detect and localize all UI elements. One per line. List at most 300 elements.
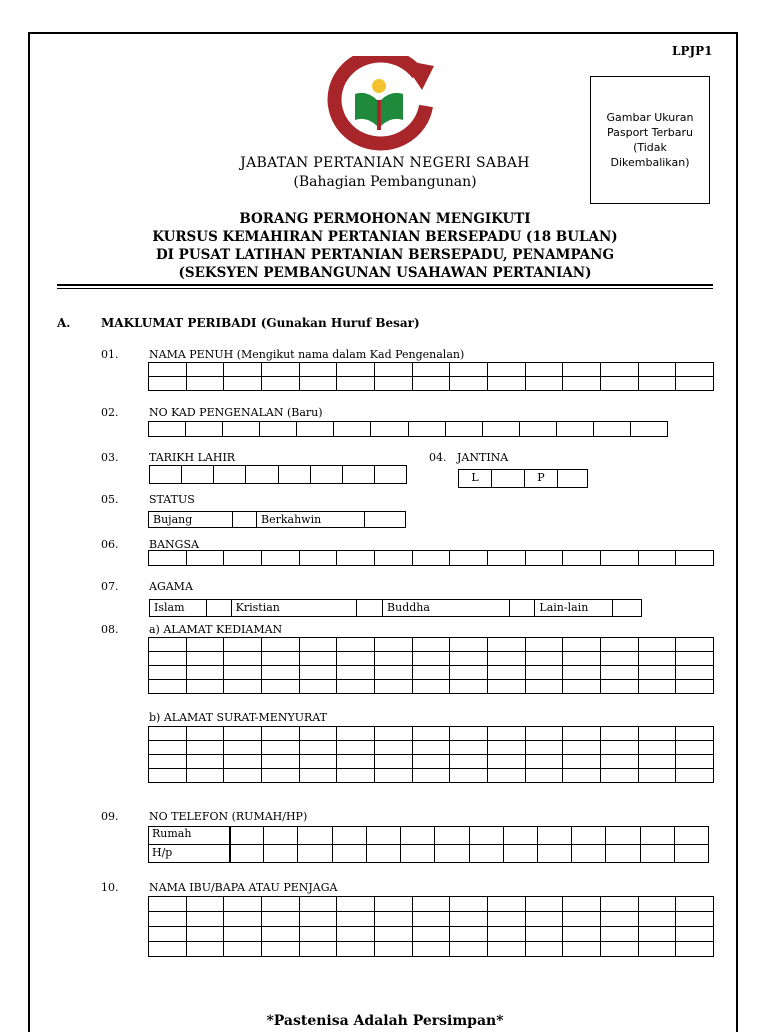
grid-cell[interactable] [264,827,298,845]
grid-cell[interactable] [450,897,488,912]
field-09-label: NO TELEFON (RUMAH/HP) [149,810,308,823]
grid-cell[interactable] [563,363,601,377]
grid-cell[interactable] [450,769,488,783]
grid-cell[interactable] [676,638,714,652]
grid-cell[interactable] [300,912,338,927]
phone-label-grid [148,826,231,863]
grid-cell[interactable] [601,680,639,694]
grid-cell[interactable] [337,927,375,942]
grid-cell[interactable] [639,652,677,666]
grid-cell[interactable] [375,666,413,680]
grid-cell[interactable] [262,666,300,680]
grid-cell[interactable] [262,638,300,652]
grid-cell[interactable] [187,769,225,783]
grid-cell[interactable] [223,422,260,437]
grid-cell[interactable] [149,755,187,769]
grid-cell[interactable] [639,666,677,680]
grid-cell[interactable] [601,769,639,783]
grid-cell[interactable] [639,680,677,694]
grid-cell[interactable] [413,927,451,942]
grid-cell[interactable] [601,927,639,942]
grid-cell[interactable] [149,422,186,437]
ic-number-grid[interactable] [148,421,668,437]
grid-cell[interactable] [260,422,297,437]
grid-cell[interactable] [675,827,709,845]
grid-cell[interactable] [214,466,246,484]
grid-cell[interactable] [150,466,182,484]
grid-cell[interactable] [526,727,564,741]
phone-number-grid[interactable] [229,826,709,863]
grid-cell[interactable] [676,551,714,566]
grid-cell[interactable] [262,652,300,666]
home-address-grid[interactable] [148,637,714,694]
grid-cell[interactable] [450,666,488,680]
grid-cell[interactable] [300,363,338,377]
grid-cell[interactable] [470,827,504,845]
grid-cell[interactable] [334,422,371,437]
grid-cell[interactable] [300,927,338,942]
grid-cell[interactable] [563,680,601,694]
grid-cell[interactable] [601,755,639,769]
grid-cell[interactable] [187,927,225,942]
grid-cell[interactable] [230,845,264,863]
grid-cell[interactable] [375,680,413,694]
grid-cell[interactable] [186,422,223,437]
grid-cell[interactable] [337,638,375,652]
grid-cell[interactable] [298,845,332,863]
grid-cell[interactable] [450,551,488,566]
grid-cell[interactable] [676,363,714,377]
grid-cell[interactable] [413,652,451,666]
grid-cell[interactable] [639,942,677,957]
grid-cell[interactable] [300,680,338,694]
grid-cell[interactable] [639,897,677,912]
grid-cell[interactable] [149,927,187,942]
religion-box-buddha[interactable] [510,600,536,616]
grid-cell[interactable] [149,769,187,783]
field-05-label: STATUS [149,493,195,506]
grid-cell[interactable] [375,652,413,666]
grid-cell[interactable] [375,638,413,652]
grid-cell[interactable] [300,769,338,783]
grid-cell[interactable] [224,912,262,927]
grid-cell[interactable] [488,363,526,377]
grid-cell[interactable] [337,897,375,912]
grid-cell[interactable] [262,927,300,942]
grid-cell[interactable] [594,422,631,437]
grid-cell[interactable] [601,942,639,957]
grid-cell[interactable] [526,942,564,957]
grid-cell[interactable] [262,769,300,783]
grid-cell[interactable] [224,769,262,783]
religion-box-lain-lain[interactable] [613,600,641,616]
grid-cell[interactable] [563,377,601,391]
grid-cell[interactable] [601,741,639,755]
grid-cell[interactable] [337,769,375,783]
grid-cell[interactable] [639,755,677,769]
grid-cell[interactable] [563,652,601,666]
grid-cell[interactable] [450,741,488,755]
grid-cell[interactable] [557,422,594,437]
grid-cell[interactable] [224,927,262,942]
grid-cell[interactable] [450,680,488,694]
grid-cell[interactable] [300,727,338,741]
grid-cell[interactable] [246,466,278,484]
grid-cell[interactable] [676,666,714,680]
grid-cell[interactable] [639,769,677,783]
grid-cell[interactable] [435,845,469,863]
grid-cell[interactable] [450,652,488,666]
grid-cell[interactable] [343,466,375,484]
birth-date-grid[interactable] [149,465,407,484]
grid-cell[interactable] [413,755,451,769]
grid-cell[interactable] [375,466,407,484]
grid-cell[interactable] [187,727,225,741]
grid-cell[interactable] [563,755,601,769]
grid-cell[interactable] [488,680,526,694]
grid-cell[interactable] [526,927,564,942]
grid-cell[interactable] [526,551,564,566]
grid-cell[interactable] [149,680,187,694]
grid-cell[interactable] [262,755,300,769]
grid-cell[interactable] [601,897,639,912]
grid-cell[interactable] [675,845,709,863]
grid-cell[interactable] [149,741,187,755]
grid-cell[interactable] [483,422,520,437]
grid-cell[interactable] [450,363,488,377]
grid-cell[interactable] [413,741,451,755]
grid-cell[interactable] [187,551,225,566]
grid-cell[interactable] [413,666,451,680]
grid-cell[interactable] [676,377,714,391]
grid-cell[interactable] [224,755,262,769]
grid-cell[interactable] [526,363,564,377]
grid-cell[interactable] [413,897,451,912]
grid-cell[interactable] [297,422,334,437]
grid-cell[interactable] [224,638,262,652]
grid-cell[interactable] [298,827,332,845]
grid-cell[interactable] [375,897,413,912]
grid-cell[interactable] [337,666,375,680]
grid-cell[interactable] [563,927,601,942]
grid-cell[interactable] [601,638,639,652]
grid-cell[interactable] [413,912,451,927]
grid-cell[interactable] [187,741,225,755]
grid-cell[interactable] [413,363,451,377]
grid-cell[interactable] [224,551,262,566]
grid-cell[interactable] [563,942,601,957]
grid-cell[interactable] [470,845,504,863]
grid-cell[interactable] [279,466,311,484]
grid-cell[interactable] [413,727,451,741]
grid-cell[interactable] [187,377,225,391]
grid-cell[interactable] [224,942,262,957]
grid-cell[interactable] [641,827,675,845]
grid-cell[interactable] [375,912,413,927]
grid-cell[interactable] [601,377,639,391]
status-options [148,511,406,528]
grid-cell[interactable] [563,897,601,912]
grid-cell[interactable] [520,422,557,437]
grid-cell[interactable] [262,363,300,377]
grid-cell[interactable] [488,769,526,783]
grid-cell[interactable] [333,827,367,845]
grid-cell[interactable] [375,363,413,377]
grid-cell[interactable] [488,652,526,666]
grid-cell[interactable] [526,769,564,783]
grid-cell[interactable] [300,755,338,769]
grid-cell[interactable] [224,680,262,694]
grid-cell[interactable] [450,942,488,957]
grid-cell[interactable] [149,377,187,391]
grid-cell[interactable] [488,897,526,912]
grid-cell[interactable] [504,827,538,845]
grid-cell[interactable] [224,666,262,680]
grid-cell[interactable] [526,755,564,769]
grid-cell[interactable] [639,551,677,566]
grid-cell[interactable] [488,912,526,927]
grid-cell[interactable] [337,912,375,927]
grid-cell[interactable] [639,377,677,391]
grid-cell[interactable] [601,652,639,666]
grid-cell[interactable] [337,727,375,741]
grid-cell[interactable] [371,422,408,437]
race-grid[interactable] [148,550,714,566]
grid-cell[interactable] [526,912,564,927]
grid-cell[interactable] [446,422,483,437]
phone-home-label: Rumah [152,827,192,840]
grid-cell[interactable] [526,666,564,680]
grid-cell[interactable] [488,755,526,769]
grid-cell[interactable] [300,942,338,957]
grid-cell[interactable] [676,942,714,957]
grid-cell[interactable] [187,363,225,377]
status-box-bujang[interactable] [233,512,257,527]
religion-box-islam[interactable] [207,600,232,616]
grid-cell[interactable] [526,741,564,755]
grid-cell[interactable] [149,942,187,957]
grid-cell[interactable] [409,422,446,437]
grid-cell[interactable] [262,551,300,566]
grid-cell[interactable] [413,638,451,652]
grid-cell[interactable] [450,912,488,927]
grid-cell[interactable] [676,652,714,666]
grid-cell[interactable] [224,363,262,377]
grid-cell[interactable] [606,845,640,863]
grid-cell[interactable] [262,727,300,741]
grid-cell[interactable] [631,422,668,437]
grid-cell[interactable] [413,551,451,566]
grid-cell[interactable] [262,942,300,957]
grid-cell[interactable] [224,377,262,391]
grid-cell[interactable] [450,927,488,942]
grid-cell[interactable] [641,845,675,863]
grid-cell[interactable] [187,755,225,769]
grid-cell[interactable] [639,638,677,652]
grid-cell[interactable] [311,466,343,484]
grid-cell[interactable] [676,927,714,942]
grid-cell[interactable] [300,652,338,666]
grid-cell[interactable] [413,680,451,694]
grid-cell[interactable] [224,741,262,755]
grid-cell[interactable] [601,912,639,927]
grid-cell[interactable] [563,912,601,927]
grid-cell[interactable] [488,927,526,942]
grid-cell[interactable] [488,942,526,957]
grid-cell[interactable] [572,827,606,845]
grid-cell[interactable] [563,769,601,783]
grid-cell[interactable] [337,652,375,666]
grid-cell[interactable] [401,845,435,863]
grid-cell[interactable] [413,769,451,783]
grid-cell[interactable] [676,741,714,755]
grid-cell[interactable] [450,727,488,741]
field-04-label: JANTINA [457,451,509,464]
grid-cell[interactable] [300,377,338,391]
grid-cell[interactable] [367,845,401,863]
grid-cell[interactable] [601,666,639,680]
grid-cell[interactable] [601,727,639,741]
grid-cell[interactable] [375,927,413,942]
grid-cell[interactable] [563,727,601,741]
grid-cell[interactable] [187,912,225,927]
grid-cell[interactable] [333,845,367,863]
grid-cell[interactable] [264,845,298,863]
grid-cell[interactable] [300,897,338,912]
grid-cell[interactable] [606,827,640,845]
grid-cell[interactable] [488,377,526,391]
grid-cell[interactable] [639,741,677,755]
grid-cell[interactable] [300,638,338,652]
grid-cell[interactable] [450,638,488,652]
grid-cell[interactable] [488,551,526,566]
grid-cell[interactable] [488,741,526,755]
grid-cell[interactable] [413,942,451,957]
status-box-berkahwin[interactable] [365,512,405,527]
religion-box-kristian[interactable] [357,600,383,616]
grid-cell[interactable] [149,363,187,377]
mailing-address-grid[interactable] [148,726,714,783]
gender-box-p[interactable] [558,470,587,487]
grid-cell[interactable] [187,652,225,666]
grid-cell[interactable] [639,912,677,927]
grid-cell[interactable] [375,741,413,755]
grid-cell[interactable] [337,363,375,377]
grid-cell[interactable] [538,845,572,863]
grid-cell[interactable] [337,551,375,566]
grid-cell[interactable] [488,727,526,741]
grid-cell[interactable] [337,377,375,391]
grid-cell[interactable] [187,666,225,680]
grid-cell[interactable] [224,897,262,912]
grid-cell[interactable] [504,845,538,863]
grid-cell[interactable] [149,897,187,912]
gender-box-l[interactable] [492,470,525,487]
grid-cell[interactable] [375,942,413,957]
grid-cell[interactable] [639,727,677,741]
grid-cell[interactable] [435,827,469,845]
grid-cell[interactable] [187,897,225,912]
grid-cell[interactable] [526,377,564,391]
grid-cell[interactable] [182,466,214,484]
grid-cell[interactable] [230,827,264,845]
grid-cell[interactable] [676,912,714,927]
grid-cell[interactable] [526,638,564,652]
grid-cell[interactable] [538,827,572,845]
grid-cell[interactable] [262,912,300,927]
grid-cell[interactable] [262,680,300,694]
grid-cell[interactable] [401,827,435,845]
grid-cell[interactable] [149,912,187,927]
grid-cell[interactable] [526,897,564,912]
grid-cell[interactable] [639,363,677,377]
grid-cell[interactable] [375,755,413,769]
grid-cell[interactable] [337,755,375,769]
grid-cell[interactable] [676,755,714,769]
field-02-number: 02. [101,406,119,419]
grid-cell[interactable] [375,377,413,391]
grid-cell[interactable] [639,927,677,942]
grid-cell[interactable] [367,827,401,845]
logo-arrow [402,60,434,90]
grid-cell[interactable] [676,680,714,694]
grid-cell[interactable] [676,769,714,783]
grid-cell[interactable] [488,666,526,680]
grid-cell[interactable] [149,666,187,680]
grid-cell[interactable] [563,666,601,680]
grid-cell[interactable] [337,741,375,755]
grid-cell[interactable] [300,551,338,566]
grid-cell[interactable] [337,680,375,694]
grid-cell[interactable] [563,638,601,652]
grid-cell[interactable] [526,652,564,666]
grid-cell[interactable] [375,727,413,741]
grid-cell[interactable] [676,727,714,741]
grid-cell[interactable] [149,727,187,741]
grid-cell[interactable] [262,741,300,755]
grid-cell[interactable] [187,680,225,694]
grid-cell[interactable] [563,741,601,755]
grid-cell[interactable] [450,755,488,769]
grid-cell[interactable] [224,727,262,741]
gender-options [458,469,588,488]
grid-cell[interactable] [262,897,300,912]
grid-cell[interactable] [300,741,338,755]
grid-cell[interactable] [450,377,488,391]
full-name-grid[interactable] [148,362,714,391]
grid-cell[interactable] [488,638,526,652]
grid-cell[interactable] [224,652,262,666]
grid-cell[interactable] [149,652,187,666]
grid-cell[interactable] [526,680,564,694]
grid-cell[interactable] [262,377,300,391]
grid-cell[interactable] [601,363,639,377]
grid-cell[interactable] [187,942,225,957]
grid-cell[interactable] [187,638,225,652]
grid-cell[interactable] [149,551,187,566]
guardian-name-grid[interactable] [148,896,714,957]
grid-cell[interactable] [563,551,601,566]
grid-cell[interactable] [676,897,714,912]
grid-cell[interactable] [375,769,413,783]
grid-cell[interactable] [300,666,338,680]
grid-cell[interactable] [601,551,639,566]
grid-cell[interactable] [149,638,187,652]
grid-cell[interactable] [572,845,606,863]
grid-cell[interactable] [375,551,413,566]
grid-cell[interactable] [337,942,375,957]
grid-cell[interactable] [413,377,451,391]
